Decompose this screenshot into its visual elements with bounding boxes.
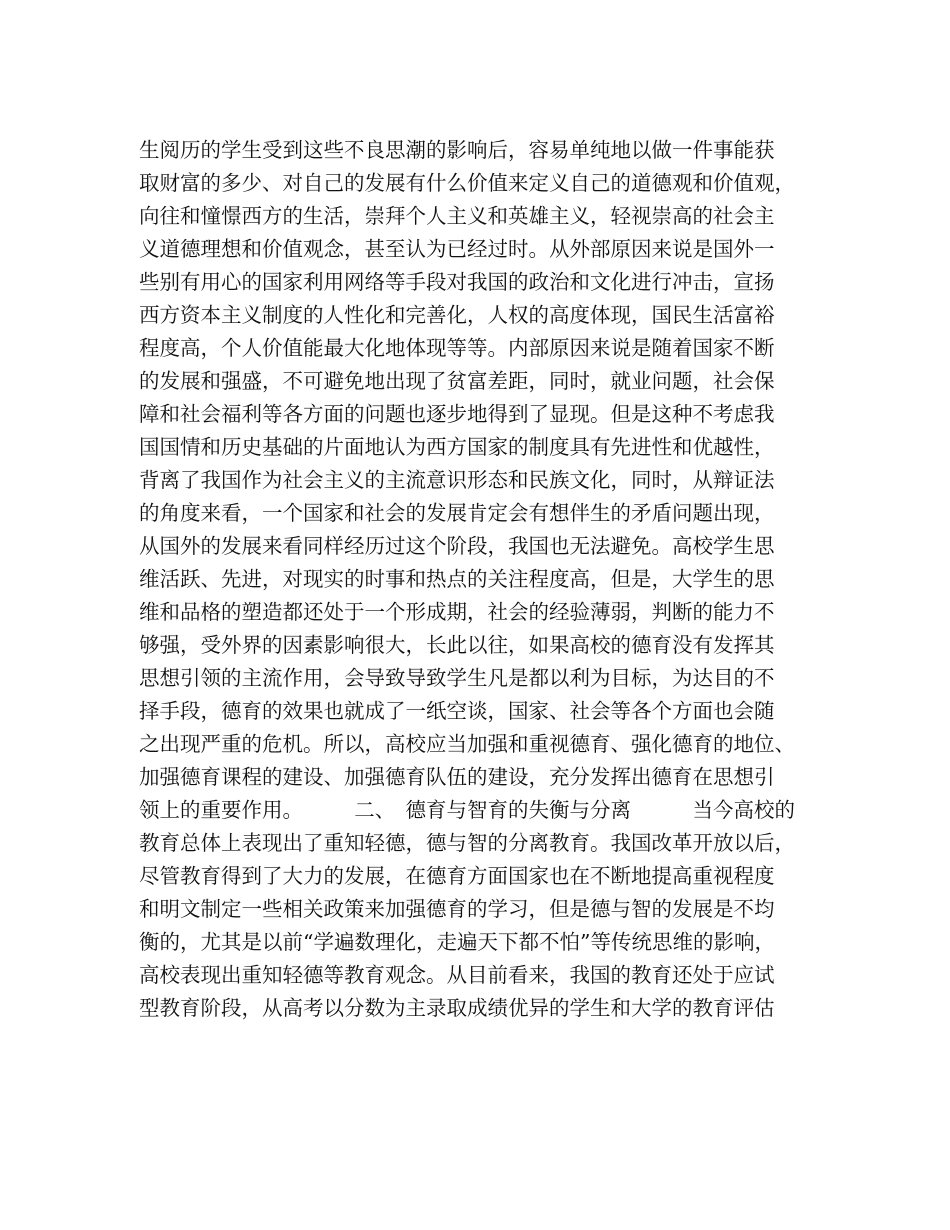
text-line: 背离了我国作为社会主义的主流意识形态和民族文化，同时，从辩证法 (139, 468, 775, 492)
text-line: 的角度来看，一个国家和社会的发展肯定会有想伴生的矛盾问题出现， (139, 501, 775, 525)
text-line: 加强德育课程的建设、加强德育队伍的建设，充分发挥出德育在思想引 (139, 765, 775, 789)
text-line: 和明文制定一些相关政策来加强德育的学习，但是德与智的发展是不均 (139, 897, 775, 921)
text-line: 之出现严重的危机。所以，高校应当加强和重视德育、强化德育的地位、 (139, 732, 795, 756)
text-line: 的发展和强盛，不可避免地出现了贫富差距，同时，就业问题，社会保 (139, 369, 775, 393)
text-line: 义道德理想和价值观念，甚至认为已经过时。从外部原因来说是国外一 (139, 237, 775, 261)
text-line: 维活跃、先进，对现实的时事和热点的关注程度高，但是，大学生的思 (139, 567, 775, 591)
text-line: 从国外的发展来看同样经历过这个阶段，我国也无法避免。高校学生思 (139, 534, 775, 558)
text-line: 生阅历的学生受到这些不良思潮的影响后，容易单纯地以做一件事能获 (139, 138, 775, 162)
text-line: 程度高，个人价值能最大化地体现等等。内部原因来说是随着国家不断 (139, 336, 775, 360)
text-line: 维和品格的塑造都还处于一个形成期，社会的经验薄弱，判断的能力不 (139, 600, 775, 624)
text-line: 些别有用心的国家利用网络等手段对我国的政治和文化进行冲击，宣扬 (139, 270, 775, 294)
text-line: 国国情和历史基础的片面地认为西方国家的制度具有先进性和优越性， (139, 435, 775, 459)
text-line: 取财富的多少、对自己的发展有什么价值来定义自己的道德观和价值观， (139, 171, 795, 195)
text-line: 够强，受外界的因素影响很大，长此以往，如果高校的德育没有发挥其 (139, 633, 775, 657)
text-line: 教育总体上表现出了重知轻德，德与智的分离教育。我国改革开放以后， (139, 831, 795, 855)
body-text (139, 134, 819, 1025)
text-line: 衡的，尤其是以前“学遍数理化，走遍天下都不怕”等传统思维的影响， (139, 930, 775, 954)
text-line: 思想引领的主流作用，会导致导致学生凡是都以利为目标，为达目的不 (139, 666, 775, 690)
text-line: 障和社会福利等各方面的问题也逐步地得到了显现。但是这种不考虑我 (139, 402, 775, 426)
text-line: 型教育阶段，从高考以分数为主录取成绩优异的学生和大学的教育评估 (139, 996, 775, 1020)
text-line: 西方资本主义制度的人性化和完善化，人权的高度体现，国民生活富裕 (139, 303, 775, 327)
text-line: 尽管教育得到了大力的发展，在德育方面国家也在不断地提高重视程度 (139, 864, 775, 888)
text-line: 向往和憧憬西方的生活，崇拜个人主义和英雄主义，轻视崇高的社会主 (139, 204, 775, 228)
text-line: 领上的重要作用。 二、 德育与智育的失衡与分离 当今高校的 (139, 798, 795, 822)
text-line: 择手段，德育的效果也就成了一纸空谈，国家、社会等各个方面也会随 (139, 699, 775, 723)
text-line: 高校表现出重知轻德等教育观念。从目前看来，我国的教育还处于应试 (139, 963, 775, 987)
